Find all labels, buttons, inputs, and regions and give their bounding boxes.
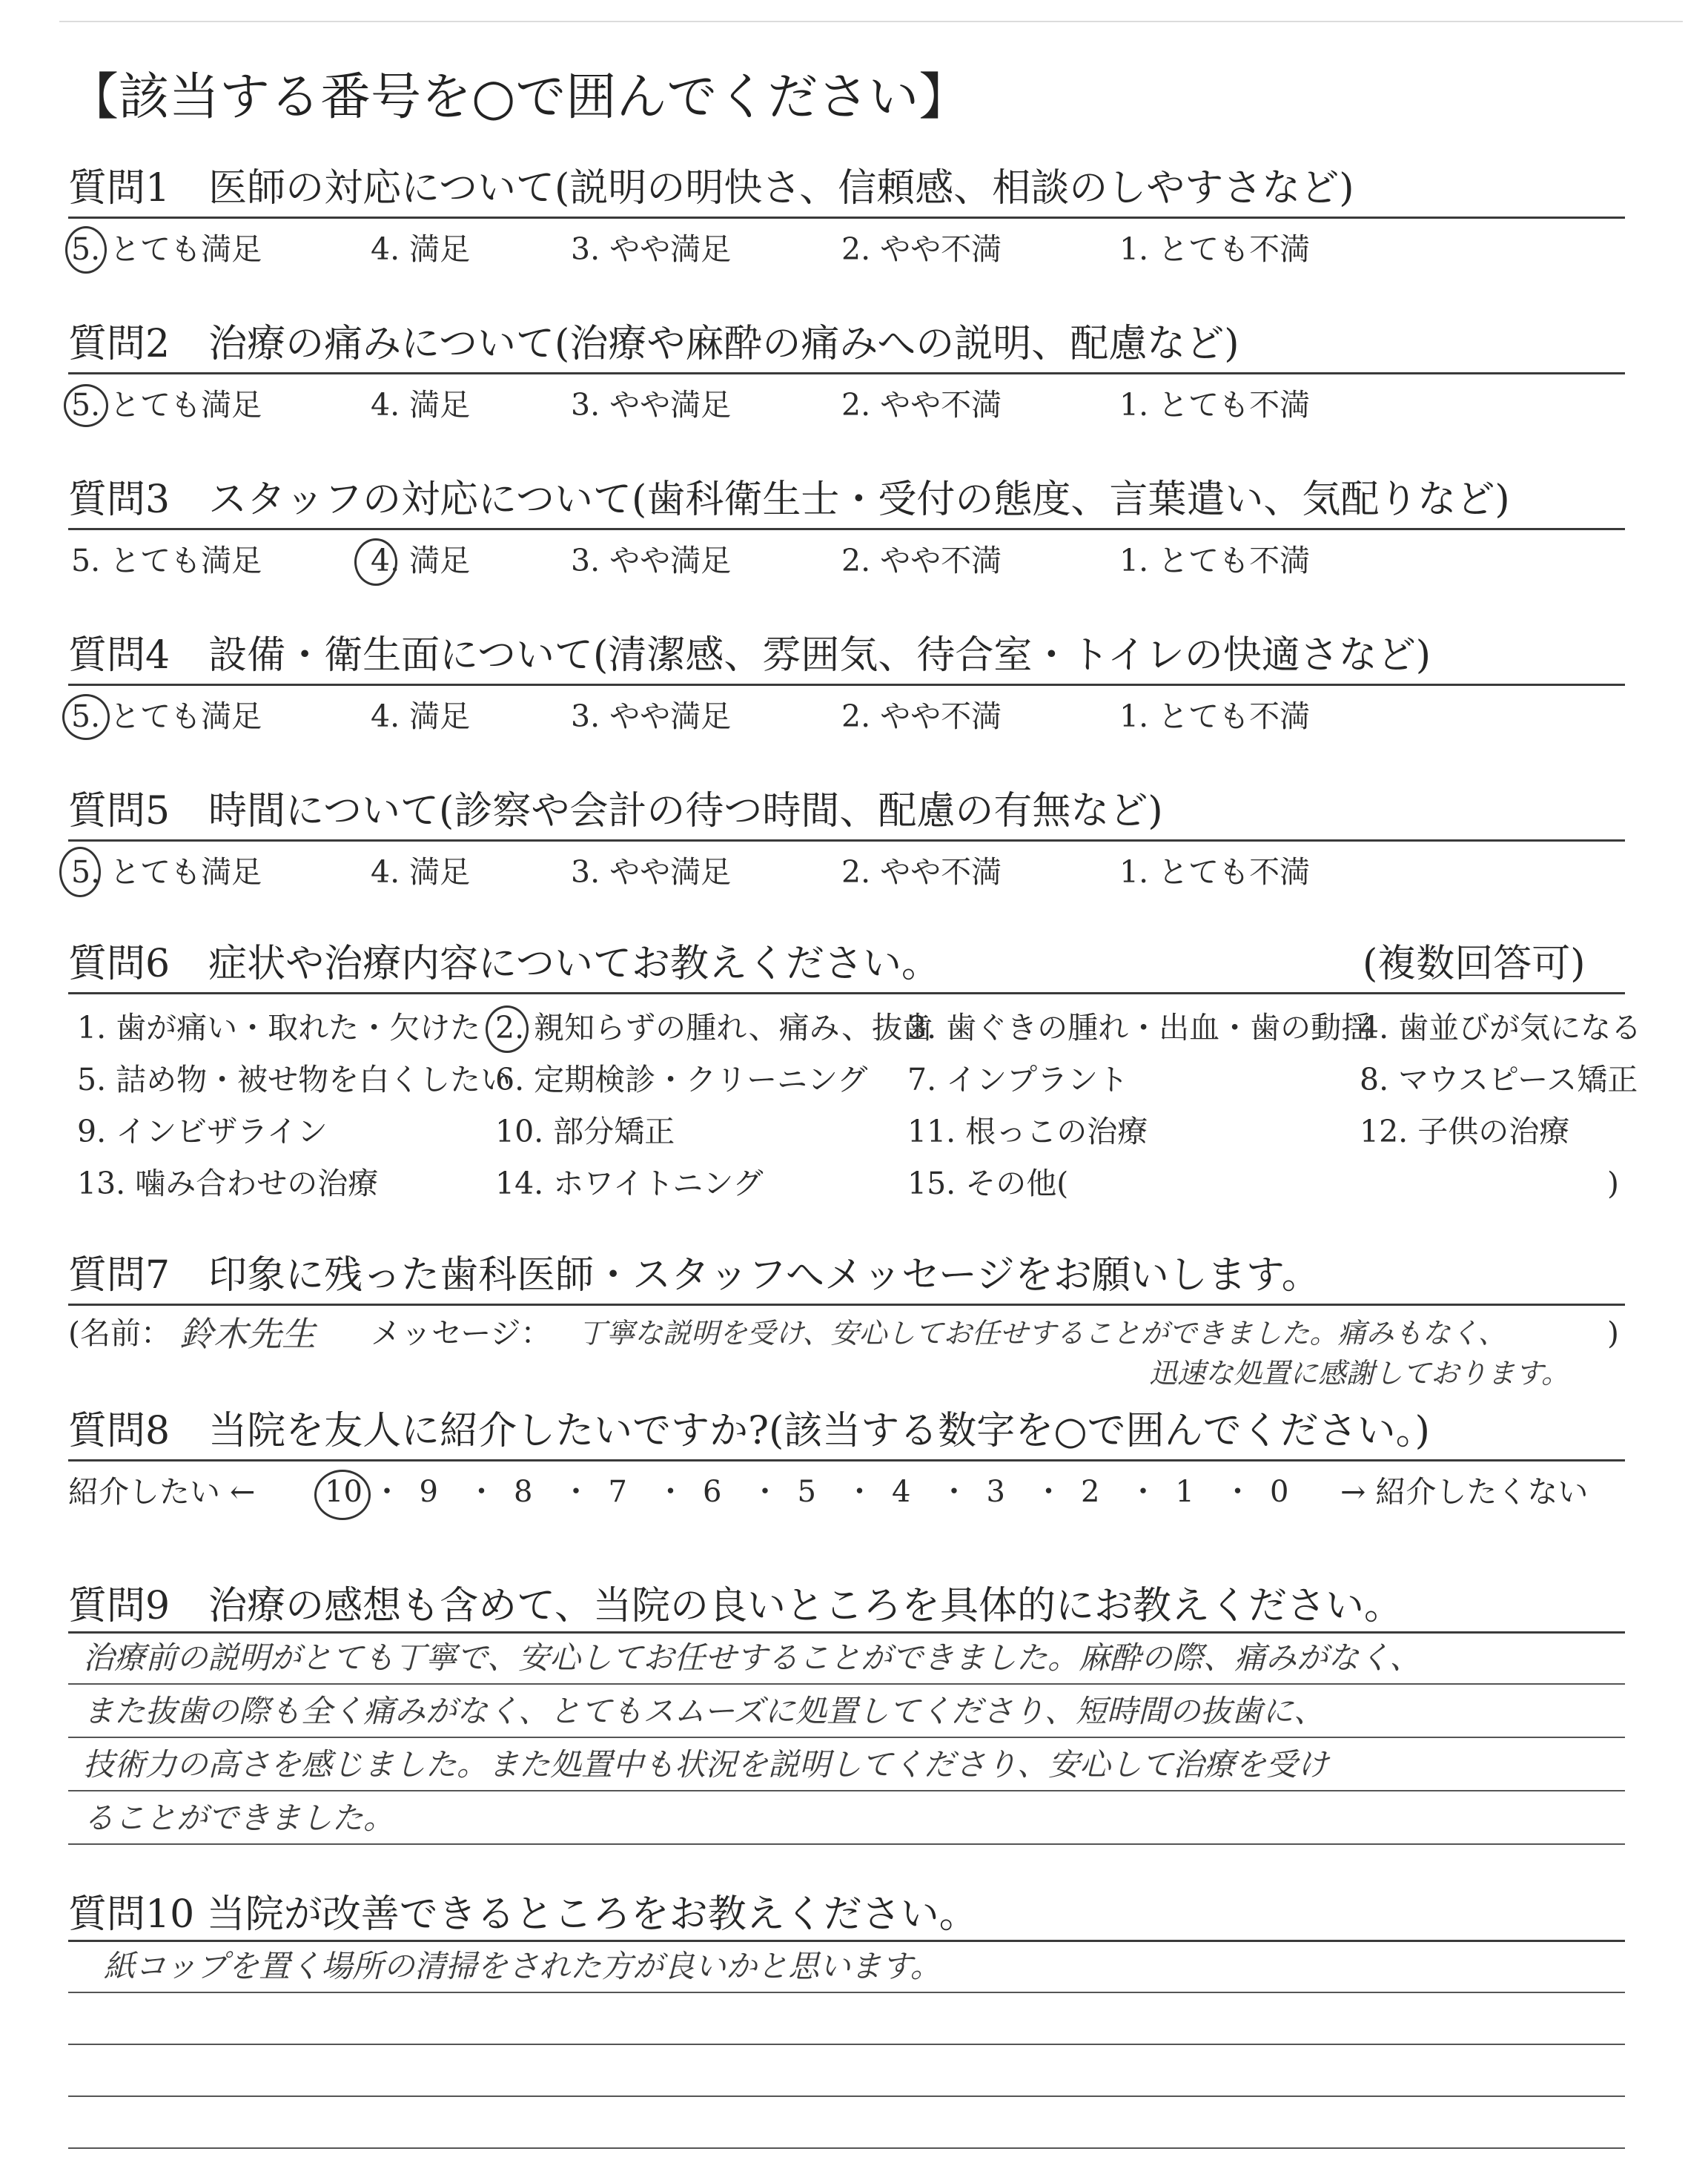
q9-line-rule-4 [68, 1843, 1625, 1845]
q1-choice-2[interactable]: 2. やや不満 [841, 231, 1002, 267]
q3-answer-circle [354, 538, 397, 586]
q5-choice-4[interactable]: 4. 満足 [371, 854, 471, 890]
q8-answer-circle [314, 1470, 371, 1520]
q2-choice-2[interactable]: 2. やや不満 [841, 387, 1002, 423]
question-3-title: 質問3 スタッフの対応について(歯科衛生士・受付の態度、言葉遣い、気配りなど) [68, 478, 1510, 522]
q6-answer-circle [486, 1005, 529, 1053]
q6-option-10[interactable]: 10. 部分矯正 [495, 1114, 675, 1149]
question-8-title: 質問8 当院を友人に紹介したいですか?(該当する数字を○で囲んでください。) [68, 1409, 1430, 1453]
q8-scale-separator: ・ [466, 1475, 497, 1509]
question-8-rule [68, 1459, 1625, 1462]
q8-scale-4[interactable]: 4 [892, 1475, 911, 1509]
question-7-rule [68, 1304, 1625, 1306]
q8-scale-separator: ・ [561, 1475, 591, 1509]
q10-answer-line-1[interactable]: 紙コップを置く場所の清掃をされた方が良いかと思います。 [104, 1948, 941, 1984]
q1-choice-1[interactable]: 1. とても不満 [1119, 231, 1311, 267]
question-5-rule [68, 839, 1625, 842]
q3-choice-3[interactable]: 3. やや満足 [571, 543, 732, 578]
q8-scale-0[interactable]: 0 [1270, 1475, 1289, 1509]
q8-scale-2[interactable]: 2 [1081, 1475, 1100, 1509]
q9-answer-line-3[interactable]: 技術力の高さを感じました。また処置中も状況を説明してくださり、安心して治療を受け [83, 1746, 1329, 1783]
q6-option-15[interactable]: 15. その他( [907, 1166, 1069, 1201]
q6-option-11[interactable]: 11. 根っこの治療 [907, 1114, 1148, 1149]
q3-choice-4[interactable]: 4. 満足 [371, 543, 471, 578]
question-9-rule [68, 1631, 1625, 1634]
question-10-rule [68, 1940, 1625, 1942]
q7-message-label: メッセージ： [371, 1315, 552, 1351]
q6-option-8[interactable]: 8. マウスピース矯正 [1360, 1062, 1638, 1097]
q6-option-7[interactable]: 7. インプラント [907, 1062, 1129, 1097]
q6-option-3[interactable]: 3. 歯ぐきの腫れ・出血・歯の動揺 [907, 1010, 1372, 1046]
question-2-rule [68, 372, 1625, 374]
question-3-rule [68, 528, 1625, 530]
question-4-rule [68, 684, 1625, 686]
q8-scale-8[interactable]: 8 [514, 1475, 533, 1509]
q7-close-paren: ) [1607, 1315, 1619, 1351]
q8-scale-separator: ・ [372, 1475, 402, 1509]
q5-choice-5[interactable]: 5. とても満足 [71, 854, 262, 890]
q8-scale-3[interactable]: 3 [986, 1475, 1005, 1509]
q6-option-12[interactable]: 12. 子供の治療 [1360, 1114, 1570, 1149]
q9-line-rule-1 [68, 1683, 1625, 1685]
q8-scale-10[interactable]: 10 [325, 1475, 363, 1509]
q6-option-14[interactable]: 14. ホワイトニング [495, 1166, 764, 1201]
q8-scale-7[interactable]: 7 [608, 1475, 627, 1509]
q2-choice-4[interactable]: 4. 満足 [371, 387, 471, 423]
q9-line-rule-2 [68, 1737, 1625, 1738]
q8-scale-separator: ・ [939, 1475, 969, 1509]
q8-scale-separator: ・ [844, 1475, 875, 1509]
question-10-title: 質問10 当院が改善できるところをお教えください。 [68, 1892, 978, 1937]
q7-message-line-1[interactable]: 丁寧な説明を受け、安心してお任せすることができました。痛みもなく、 [578, 1317, 1506, 1350]
q6-other-close-paren: ) [1607, 1166, 1619, 1201]
q6-option-4[interactable]: 4. 歯並びが気になる [1360, 1010, 1642, 1046]
q6-option-9[interactable]: 9. インビザライン [77, 1114, 328, 1149]
q4-choice-3[interactable]: 3. やや満足 [571, 698, 732, 734]
question-1-rule [68, 217, 1625, 219]
question-7-title: 質問7 印象に残った歯科医師・スタッフへメッセージをお願いします。 [68, 1253, 1320, 1298]
q5-choice-1[interactable]: 1. とても不満 [1119, 854, 1311, 890]
q5-choice-3[interactable]: 3. やや満足 [571, 854, 732, 890]
q1-answer-circle [65, 226, 107, 274]
q9-line-rule-3 [68, 1790, 1625, 1791]
q4-answer-circle [62, 694, 110, 740]
question-1-title: 質問1 医師の対応について(説明の明快さ、信頼感、相談のしやすさなど) [68, 166, 1354, 211]
q7-name-value[interactable]: 鈴木先生 [179, 1314, 316, 1354]
q10-line-rule-1 [68, 1992, 1625, 1993]
q5-answer-circle [59, 847, 101, 897]
q8-scale-9[interactable]: 9 [419, 1475, 438, 1509]
q1-choice-4[interactable]: 4. 満足 [371, 231, 471, 267]
q4-choice-1[interactable]: 1. とても不満 [1119, 698, 1311, 734]
q6-option-1[interactable]: 1. 歯が痛い・取れた・欠けた [77, 1010, 481, 1046]
question-5-title: 質問5 時間について(診察や会計の待つ時間、配慮の有無など) [68, 789, 1163, 833]
q8-left-label: 紹介したい ← [68, 1474, 256, 1510]
q8-scale-separator: ・ [1033, 1475, 1064, 1509]
question-6-rule [68, 992, 1625, 994]
q4-choice-4[interactable]: 4. 満足 [371, 698, 471, 734]
q2-answer-circle [64, 384, 108, 427]
q9-answer-line-1[interactable]: 治療前の説明がとても丁寧で、安心してお任せすることができました。麻酔の際、痛みがなく、 [83, 1639, 1421, 1676]
q6-option-6[interactable]: 6. 定期検診・クリーニング [495, 1062, 868, 1097]
q7-message-line-2[interactable]: 迅速な処置に感謝しております。 [1149, 1357, 1569, 1390]
q5-choice-2[interactable]: 2. やや不満 [841, 854, 1002, 890]
q3-choice-1[interactable]: 1. とても不満 [1119, 543, 1311, 578]
question-6-title: 質問6 症状や治療内容についてお教えください。 [68, 942, 941, 986]
top-border [59, 21, 1683, 22]
q6-option-13[interactable]: 13. 噛み合わせの治療 [77, 1166, 379, 1201]
q6-option-5[interactable]: 5. 詰め物・被せ物を白くしたい [77, 1062, 512, 1097]
q10-line-rule-2 [68, 2044, 1625, 2045]
question-2-title: 質問2 治療の痛みについて(治療や麻酔の痛みへの説明、配慮など) [68, 322, 1239, 366]
q4-choice-5[interactable]: 5. とても満足 [71, 698, 262, 734]
q9-answer-line-2[interactable]: また抜歯の際も全く痛みがなく、とてもスムーズに処置してくださり、短時間の抜歯に、 [83, 1693, 1325, 1729]
q10-line-rule-3 [68, 2095, 1625, 2097]
q1-choice-3[interactable]: 3. やや満足 [571, 231, 732, 267]
q6-option-2[interactable]: 2. 親知らずの腫れ、痛み、抜歯 [495, 1010, 933, 1046]
q2-choice-3[interactable]: 3. やや満足 [571, 387, 732, 423]
q8-right-label: → 紹介したくない [1340, 1474, 1589, 1510]
form-header: 【該当する番号を○で囲んでください】 [68, 68, 970, 127]
question-4-title: 質問4 設備・衛生面について(清潔感、雰囲気、待合室・トイレの快適さなど) [68, 633, 1431, 678]
question-9-title: 質問9 治療の感想も含めて、当院の良いところを具体的にお教えください。 [68, 1584, 1403, 1628]
q8-scale-separator: ・ [750, 1475, 780, 1509]
q2-choice-5[interactable]: 5. とても満足 [71, 387, 262, 423]
q2-choice-1[interactable]: 1. とても不満 [1119, 387, 1311, 423]
q8-scale-separator: ・ [655, 1475, 686, 1509]
q1-choice-5[interactable]: 5. とても満足 [71, 231, 262, 267]
q4-choice-2[interactable]: 2. やや不満 [841, 698, 1002, 734]
q8-scale-separator: ・ [1128, 1475, 1158, 1509]
question-6-note: (複数回答可) [1363, 942, 1586, 986]
q10-line-rule-4 [68, 2147, 1625, 2149]
q8-scale-1[interactable]: 1 [1175, 1475, 1194, 1509]
q8-scale-separator: ・ [1222, 1475, 1253, 1509]
q7-name-label: (名前： [68, 1315, 171, 1351]
q9-answer-line-4[interactable]: ることができました。 [83, 1800, 395, 1836]
q8-scale-6[interactable]: 6 [703, 1475, 722, 1509]
q3-choice-2[interactable]: 2. やや不満 [841, 543, 1002, 578]
q3-choice-5[interactable]: 5. とても満足 [71, 543, 262, 578]
q8-scale-5[interactable]: 5 [797, 1475, 816, 1509]
